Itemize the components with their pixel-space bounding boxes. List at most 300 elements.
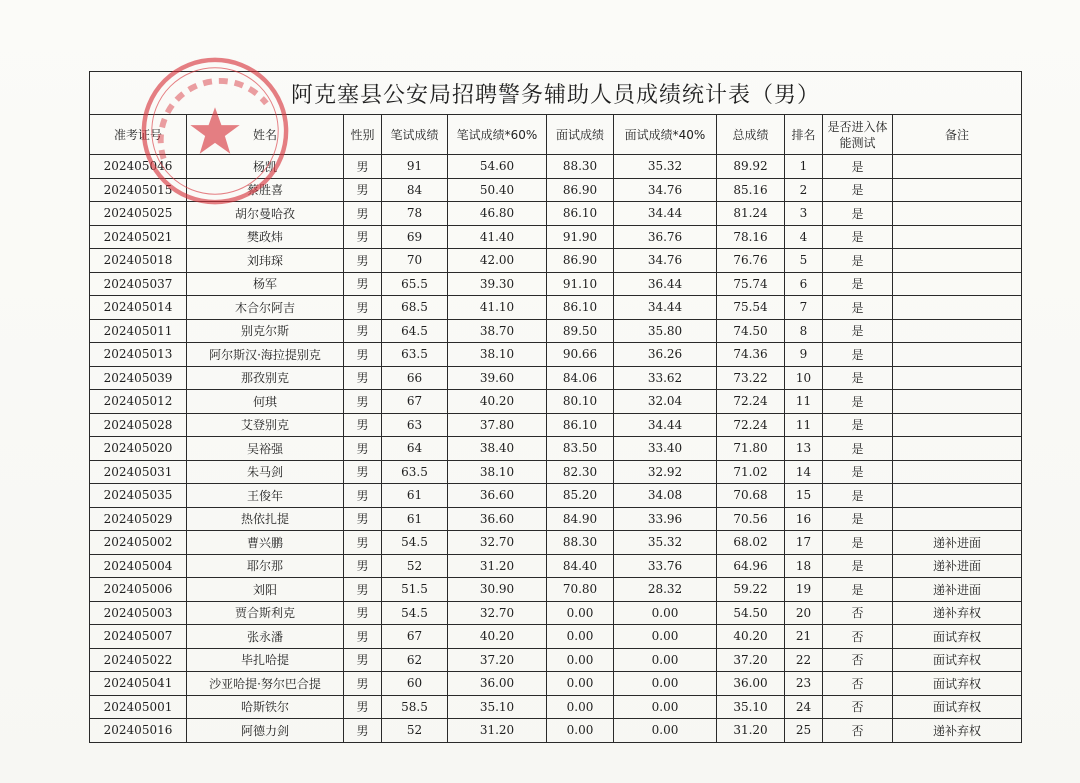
cell-interview: 0.00	[547, 601, 614, 625]
cell-remark: 面试弃权	[893, 672, 1022, 696]
cell-name: 热依扎提	[187, 507, 344, 531]
cell-name: 朱马剑	[187, 460, 344, 484]
cell-rank: 17	[785, 531, 823, 555]
cell-fitness: 是	[823, 437, 893, 461]
cell-gender: 男	[344, 531, 382, 555]
cell-written60: 38.40	[448, 437, 547, 461]
cell-total: 74.36	[717, 343, 785, 367]
cell-remark	[893, 272, 1022, 296]
header-rank: 排名	[785, 115, 823, 155]
cell-written: 64	[382, 437, 448, 461]
cell-id: 202405046	[90, 155, 187, 179]
cell-rank: 3	[785, 202, 823, 226]
cell-gender: 男	[344, 366, 382, 390]
cell-total: 75.74	[717, 272, 785, 296]
cell-gender: 男	[344, 178, 382, 202]
header-row	[90, 115, 1022, 155]
cell-written: 67	[382, 625, 448, 649]
cell-remark	[893, 460, 1022, 484]
cell-name: 耶尔那	[187, 554, 344, 578]
cell-fitness: 是	[823, 366, 893, 390]
table-row	[90, 460, 1022, 484]
cell-name: 木合尔阿吉	[187, 296, 344, 320]
cell-id: 202405003	[90, 601, 187, 625]
cell-interview: 86.90	[547, 178, 614, 202]
table-row	[90, 554, 1022, 578]
cell-rank: 15	[785, 484, 823, 508]
cell-interview40: 34.76	[614, 178, 717, 202]
cell-rank: 24	[785, 695, 823, 719]
cell-fitness: 是	[823, 460, 893, 484]
cell-total: 71.80	[717, 437, 785, 461]
cell-written: 52	[382, 719, 448, 743]
table-row	[90, 578, 1022, 602]
cell-interview40: 36.26	[614, 343, 717, 367]
cell-name: 樊政炜	[187, 225, 344, 249]
cell-gender: 男	[344, 319, 382, 343]
cell-fitness: 否	[823, 601, 893, 625]
cell-written60: 41.40	[448, 225, 547, 249]
cell-written60: 36.00	[448, 672, 547, 696]
cell-interview: 91.10	[547, 272, 614, 296]
cell-total: 71.02	[717, 460, 785, 484]
cell-interview: 90.66	[547, 343, 614, 367]
cell-total: 31.20	[717, 719, 785, 743]
table-row	[90, 390, 1022, 414]
cell-total: 85.16	[717, 178, 785, 202]
cell-interview40: 0.00	[614, 672, 717, 696]
cell-id: 202405022	[90, 648, 187, 672]
cell-rank: 4	[785, 225, 823, 249]
cell-written60: 31.20	[448, 719, 547, 743]
cell-written: 63.5	[382, 343, 448, 367]
cell-interview: 86.10	[547, 413, 614, 437]
cell-interview40: 34.76	[614, 249, 717, 273]
cell-remark: 面试弃权	[893, 695, 1022, 719]
cell-gender: 男	[344, 343, 382, 367]
cell-remark	[893, 249, 1022, 273]
table-row	[90, 225, 1022, 249]
cell-interview40: 32.92	[614, 460, 717, 484]
header-total: 总成绩	[717, 115, 785, 155]
cell-fitness: 是	[823, 531, 893, 555]
header-gender: 性别	[344, 115, 382, 155]
cell-gender: 男	[344, 437, 382, 461]
cell-total: 70.68	[717, 484, 785, 508]
cell-remark	[893, 202, 1022, 226]
header-name: 姓名	[187, 115, 344, 155]
cell-total: 40.20	[717, 625, 785, 649]
cell-id: 202405018	[90, 249, 187, 273]
cell-interview40: 33.62	[614, 366, 717, 390]
cell-interview40: 34.44	[614, 296, 717, 320]
table-row	[90, 672, 1022, 696]
cell-id: 202405014	[90, 296, 187, 320]
cell-written: 54.5	[382, 601, 448, 625]
cell-interview: 84.06	[547, 366, 614, 390]
table-row	[90, 531, 1022, 555]
cell-written: 64.5	[382, 319, 448, 343]
cell-interview: 83.50	[547, 437, 614, 461]
cell-remark	[893, 319, 1022, 343]
cell-written60: 36.60	[448, 484, 547, 508]
cell-id: 202405002	[90, 531, 187, 555]
cell-interview: 84.90	[547, 507, 614, 531]
cell-interview40: 35.32	[614, 155, 717, 179]
cell-written: 66	[382, 366, 448, 390]
cell-gender: 男	[344, 554, 382, 578]
cell-interview40: 0.00	[614, 648, 717, 672]
cell-id: 202405001	[90, 695, 187, 719]
cell-id: 202405015	[90, 178, 187, 202]
cell-written: 61	[382, 507, 448, 531]
cell-remark	[893, 437, 1022, 461]
cell-written: 78	[382, 202, 448, 226]
cell-name: 吴裕强	[187, 437, 344, 461]
table-row	[90, 507, 1022, 531]
cell-fitness: 是	[823, 178, 893, 202]
cell-fitness: 是	[823, 507, 893, 531]
cell-id: 202405020	[90, 437, 187, 461]
header-id: 准考证号	[90, 115, 187, 155]
cell-id: 202405021	[90, 225, 187, 249]
cell-remark	[893, 413, 1022, 437]
cell-written: 61	[382, 484, 448, 508]
cell-rank: 13	[785, 437, 823, 461]
cell-name: 那孜别克	[187, 366, 344, 390]
cell-remark: 递补进面	[893, 578, 1022, 602]
cell-written60: 41.10	[448, 296, 547, 320]
cell-interview: 89.50	[547, 319, 614, 343]
cell-remark	[893, 296, 1022, 320]
cell-id: 202405039	[90, 366, 187, 390]
cell-written: 63	[382, 413, 448, 437]
cell-total: 73.22	[717, 366, 785, 390]
cell-name: 哈斯铁尔	[187, 695, 344, 719]
cell-remark: 面试弃权	[893, 648, 1022, 672]
cell-rank: 11	[785, 390, 823, 414]
cell-written60: 38.10	[448, 460, 547, 484]
cell-rank: 11	[785, 413, 823, 437]
table-row	[90, 343, 1022, 367]
cell-remark	[893, 390, 1022, 414]
cell-written: 60	[382, 672, 448, 696]
cell-remark	[893, 343, 1022, 367]
cell-rank: 25	[785, 719, 823, 743]
cell-fitness: 是	[823, 225, 893, 249]
cell-fitness: 是	[823, 484, 893, 508]
header-remark: 备注	[893, 115, 1022, 155]
cell-id: 202405012	[90, 390, 187, 414]
cell-written60: 54.60	[448, 155, 547, 179]
cell-interview: 86.90	[547, 249, 614, 273]
cell-written: 69	[382, 225, 448, 249]
cell-written: 65.5	[382, 272, 448, 296]
cell-rank: 20	[785, 601, 823, 625]
cell-gender: 男	[344, 155, 382, 179]
cell-remark	[893, 507, 1022, 531]
cell-fitness: 是	[823, 413, 893, 437]
cell-interview: 0.00	[547, 648, 614, 672]
cell-interview40: 34.44	[614, 202, 717, 226]
cell-interview40: 32.04	[614, 390, 717, 414]
cell-interview: 91.90	[547, 225, 614, 249]
cell-remark	[893, 225, 1022, 249]
table-row	[90, 272, 1022, 296]
cell-written: 84	[382, 178, 448, 202]
cell-name: 阿德力剑	[187, 719, 344, 743]
cell-gender: 男	[344, 648, 382, 672]
cell-name: 杨军	[187, 272, 344, 296]
cell-rank: 2	[785, 178, 823, 202]
cell-remark: 递补弃权	[893, 601, 1022, 625]
cell-interview40: 33.76	[614, 554, 717, 578]
cell-remark	[893, 178, 1022, 202]
cell-rank: 22	[785, 648, 823, 672]
cell-total: 81.24	[717, 202, 785, 226]
cell-gender: 男	[344, 625, 382, 649]
cell-total: 75.54	[717, 296, 785, 320]
cell-total: 70.56	[717, 507, 785, 531]
cell-rank: 8	[785, 319, 823, 343]
cell-gender: 男	[344, 296, 382, 320]
cell-total: 36.00	[717, 672, 785, 696]
header-fitness: 是否进入体能测试	[823, 115, 893, 155]
cell-rank: 14	[785, 460, 823, 484]
cell-name: 贾合斯利克	[187, 601, 344, 625]
cell-interview40: 33.96	[614, 507, 717, 531]
cell-written60: 39.60	[448, 366, 547, 390]
cell-name: 张永潘	[187, 625, 344, 649]
cell-id: 202405025	[90, 202, 187, 226]
table-row	[90, 437, 1022, 461]
cell-interview40: 34.44	[614, 413, 717, 437]
cell-total: 72.24	[717, 390, 785, 414]
cell-remark: 面试弃权	[893, 625, 1022, 649]
cell-interview: 0.00	[547, 625, 614, 649]
cell-rank: 1	[785, 155, 823, 179]
cell-fitness: 是	[823, 343, 893, 367]
cell-gender: 男	[344, 484, 382, 508]
cell-fitness: 是	[823, 554, 893, 578]
cell-gender: 男	[344, 695, 382, 719]
cell-gender: 男	[344, 672, 382, 696]
cell-total: 74.50	[717, 319, 785, 343]
cell-written60: 42.00	[448, 249, 547, 273]
cell-fitness: 否	[823, 672, 893, 696]
cell-fitness: 是	[823, 249, 893, 273]
cell-remark: 递补进面	[893, 531, 1022, 555]
cell-rank: 16	[785, 507, 823, 531]
cell-gender: 男	[344, 390, 382, 414]
table-row	[90, 413, 1022, 437]
cell-interview40: 34.08	[614, 484, 717, 508]
cell-fitness: 是	[823, 272, 893, 296]
cell-id: 202405016	[90, 719, 187, 743]
cell-gender: 男	[344, 272, 382, 296]
cell-total: 72.24	[717, 413, 785, 437]
table-row	[90, 319, 1022, 343]
cell-total: 68.02	[717, 531, 785, 555]
cell-interview: 85.20	[547, 484, 614, 508]
cell-written60: 37.80	[448, 413, 547, 437]
cell-name: 何琪	[187, 390, 344, 414]
header-written: 笔试成绩	[382, 115, 448, 155]
cell-interview40: 35.32	[614, 531, 717, 555]
cell-interview40: 35.80	[614, 319, 717, 343]
cell-written60: 32.70	[448, 601, 547, 625]
cell-interview: 0.00	[547, 695, 614, 719]
table-row	[90, 366, 1022, 390]
cell-total: 54.50	[717, 601, 785, 625]
cell-interview40: 0.00	[614, 601, 717, 625]
cell-written60: 46.80	[448, 202, 547, 226]
table-row	[90, 484, 1022, 508]
cell-interview: 88.30	[547, 531, 614, 555]
cell-name: 艾登别克	[187, 413, 344, 437]
cell-id: 202405031	[90, 460, 187, 484]
cell-interview: 80.10	[547, 390, 614, 414]
cell-written60: 37.20	[448, 648, 547, 672]
header-interview: 面试成绩	[547, 115, 614, 155]
cell-id: 202405006	[90, 578, 187, 602]
table-row	[90, 625, 1022, 649]
cell-written60: 35.10	[448, 695, 547, 719]
table-body	[90, 155, 1022, 743]
cell-interview: 88.30	[547, 155, 614, 179]
cell-total: 37.20	[717, 648, 785, 672]
cell-id: 202405029	[90, 507, 187, 531]
cell-remark	[893, 484, 1022, 508]
cell-written: 70	[382, 249, 448, 273]
cell-remark: 递补弃权	[893, 719, 1022, 743]
cell-total: 76.76	[717, 249, 785, 273]
cell-remark	[893, 155, 1022, 179]
table-row	[90, 719, 1022, 743]
cell-interview: 86.10	[547, 296, 614, 320]
table-row	[90, 249, 1022, 273]
cell-rank: 23	[785, 672, 823, 696]
table-row	[90, 648, 1022, 672]
cell-written: 63.5	[382, 460, 448, 484]
cell-name: 胡尔曼哈孜	[187, 202, 344, 226]
cell-written60: 32.70	[448, 531, 547, 555]
cell-gender: 男	[344, 507, 382, 531]
cell-fitness: 是	[823, 390, 893, 414]
cell-interview40: 0.00	[614, 625, 717, 649]
cell-id: 202405037	[90, 272, 187, 296]
table-row	[90, 695, 1022, 719]
cell-name: 杨凯	[187, 155, 344, 179]
cell-fitness: 否	[823, 648, 893, 672]
table-row	[90, 202, 1022, 226]
cell-fitness: 是	[823, 578, 893, 602]
cell-interview40: 36.44	[614, 272, 717, 296]
cell-written: 68.5	[382, 296, 448, 320]
cell-gender: 男	[344, 578, 382, 602]
cell-id: 202405028	[90, 413, 187, 437]
cell-gender: 男	[344, 202, 382, 226]
cell-gender: 男	[344, 249, 382, 273]
cell-total: 64.96	[717, 554, 785, 578]
cell-rank: 6	[785, 272, 823, 296]
cell-gender: 男	[344, 460, 382, 484]
cell-interview40: 0.00	[614, 695, 717, 719]
table-row	[90, 155, 1022, 179]
cell-rank: 7	[785, 296, 823, 320]
cell-gender: 男	[344, 413, 382, 437]
page-title: 阿克塞县公安局招聘警务辅助人员成绩统计表（男）	[90, 72, 1022, 115]
cell-name: 沙亚哈提·努尔巴合提	[187, 672, 344, 696]
cell-name: 毕扎哈提	[187, 648, 344, 672]
cell-fitness: 否	[823, 719, 893, 743]
cell-fitness: 否	[823, 695, 893, 719]
cell-name: 别克尔斯	[187, 319, 344, 343]
cell-written60: 38.70	[448, 319, 547, 343]
cell-written: 91	[382, 155, 448, 179]
cell-written: 67	[382, 390, 448, 414]
cell-written60: 40.20	[448, 625, 547, 649]
cell-written60: 40.20	[448, 390, 547, 414]
cell-written60: 31.20	[448, 554, 547, 578]
cell-rank: 5	[785, 249, 823, 273]
cell-gender: 男	[344, 601, 382, 625]
cell-rank: 18	[785, 554, 823, 578]
cell-written60: 38.10	[448, 343, 547, 367]
cell-interview40: 0.00	[614, 719, 717, 743]
cell-id: 202405007	[90, 625, 187, 649]
cell-written: 51.5	[382, 578, 448, 602]
cell-name: 阿尔斯汉·海拉提别克	[187, 343, 344, 367]
cell-written: 58.5	[382, 695, 448, 719]
score-table	[89, 71, 1022, 743]
cell-written60: 30.90	[448, 578, 547, 602]
cell-rank: 21	[785, 625, 823, 649]
cell-remark: 递补进面	[893, 554, 1022, 578]
cell-id: 202405011	[90, 319, 187, 343]
cell-id: 202405013	[90, 343, 187, 367]
cell-name: 蔡胜喜	[187, 178, 344, 202]
table-row	[90, 601, 1022, 625]
cell-fitness: 是	[823, 296, 893, 320]
cell-written: 54.5	[382, 531, 448, 555]
header-interview40: 面试成绩*40%	[614, 115, 717, 155]
cell-gender: 男	[344, 719, 382, 743]
cell-name: 曹兴鹏	[187, 531, 344, 555]
cell-name: 刘玮琛	[187, 249, 344, 273]
cell-written: 62	[382, 648, 448, 672]
cell-total: 78.16	[717, 225, 785, 249]
cell-name: 王俊年	[187, 484, 344, 508]
cell-id: 202405035	[90, 484, 187, 508]
cell-interview: 70.80	[547, 578, 614, 602]
cell-written: 52	[382, 554, 448, 578]
cell-interview40: 28.32	[614, 578, 717, 602]
header-written60: 笔试成绩*60%	[448, 115, 547, 155]
cell-fitness: 是	[823, 202, 893, 226]
cell-written60: 36.60	[448, 507, 547, 531]
cell-rank: 19	[785, 578, 823, 602]
cell-rank: 9	[785, 343, 823, 367]
cell-rank: 10	[785, 366, 823, 390]
cell-written60: 39.30	[448, 272, 547, 296]
table-row	[90, 296, 1022, 320]
cell-interview40: 36.76	[614, 225, 717, 249]
cell-interview: 0.00	[547, 672, 614, 696]
cell-total: 59.22	[717, 578, 785, 602]
cell-id: 202405004	[90, 554, 187, 578]
cell-fitness: 是	[823, 319, 893, 343]
